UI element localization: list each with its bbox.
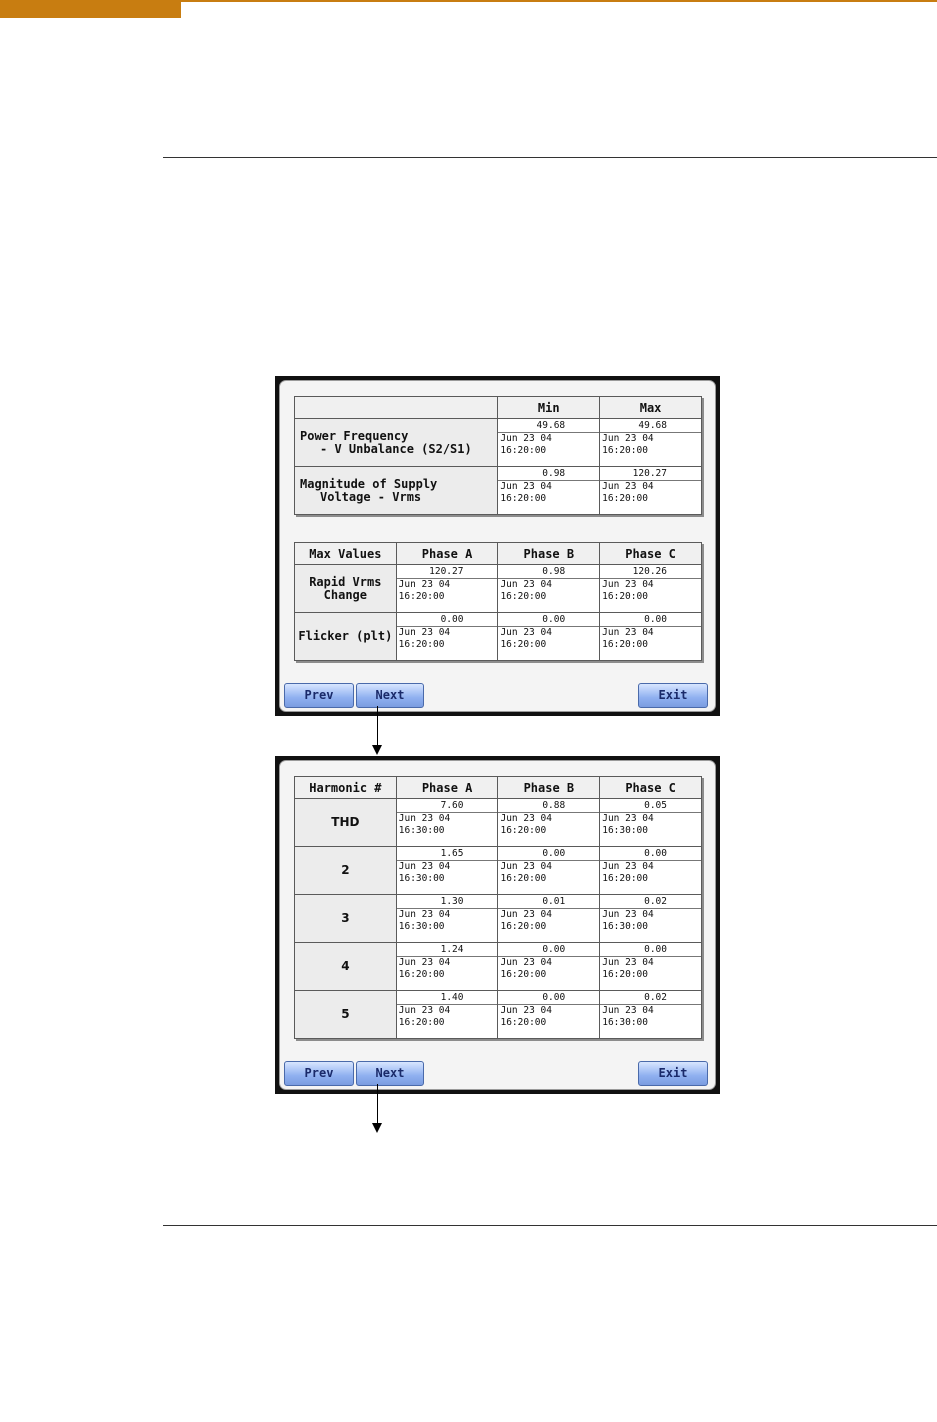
header-max-values: Max Values bbox=[295, 543, 397, 565]
max-values-table bbox=[294, 542, 702, 661]
cell-phase-b: 0.00 Jun 23 04 16:20:00 bbox=[498, 847, 600, 895]
row-label: Power Frequency - V Unbalance (S2/S1) bbox=[295, 419, 498, 467]
table-row bbox=[295, 467, 702, 515]
cell-phase-b: 0.00 Jun 23 04 16:20:00 bbox=[498, 991, 600, 1039]
table-row bbox=[295, 895, 702, 943]
cell-phase-a: 120.27 Jun 23 04 16:20:00 bbox=[396, 565, 498, 613]
prev-button[interactable]: Prev bbox=[284, 1061, 354, 1086]
top-divider bbox=[163, 157, 937, 158]
flow-arrow-line bbox=[377, 706, 378, 746]
harmonic-label: 4 bbox=[295, 943, 397, 991]
harmonic-label: 5 bbox=[295, 991, 397, 1039]
cell-phase-c: 0.02 Jun 23 04 16:30:00 bbox=[600, 991, 702, 1039]
table-row bbox=[295, 847, 702, 895]
cell-phase-b: 0.00 Jun 23 04 16:20:00 bbox=[498, 943, 600, 991]
cell-phase-c: 0.05 Jun 23 04 16:30:00 bbox=[600, 799, 702, 847]
table-row bbox=[295, 991, 702, 1039]
cell-phase-b: 0.98 Jun 23 04 16:20:00 bbox=[498, 565, 600, 613]
flow-arrow-line bbox=[377, 1084, 378, 1124]
next-button[interactable]: Next bbox=[356, 683, 424, 708]
cell-phase-a: 1.30 Jun 23 04 16:30:00 bbox=[396, 895, 498, 943]
section-tab bbox=[0, 0, 181, 18]
header-phase-a: Phase A bbox=[396, 543, 498, 565]
cell-phase-c: 0.02 Jun 23 04 16:30:00 bbox=[600, 895, 702, 943]
cell-phase-a: 1.40 Jun 23 04 16:20:00 bbox=[396, 991, 498, 1039]
header-phase-c: Phase C bbox=[600, 543, 702, 565]
header-max: Max bbox=[600, 397, 702, 419]
cell-phase-b: 0.88 Jun 23 04 16:20:00 bbox=[498, 799, 600, 847]
row-label: Magnitude of Supply Voltage - Vrms bbox=[295, 467, 498, 515]
cell-phase-a: 7.60 Jun 23 04 16:30:00 bbox=[396, 799, 498, 847]
cell-min: 0.98 Jun 23 04 16:20:00 bbox=[498, 467, 600, 515]
cell-phase-c: 0.00 Jun 23 04 16:20:00 bbox=[600, 943, 702, 991]
table-row bbox=[295, 565, 702, 613]
cell-phase-b: 0.01 Jun 23 04 16:20:00 bbox=[498, 895, 600, 943]
header-rule bbox=[181, 0, 937, 2]
header-phase-c: Phase C bbox=[600, 777, 702, 799]
screen-harmonics-max bbox=[275, 756, 720, 1094]
arrow-down-icon bbox=[372, 745, 382, 755]
min-max-table bbox=[294, 396, 702, 515]
exit-button[interactable]: Exit bbox=[638, 1061, 708, 1086]
harmonics-table bbox=[294, 776, 702, 1039]
row-label: Flicker (plt) bbox=[295, 613, 397, 661]
cell-min: 49.68 Jun 23 04 16:20:00 bbox=[498, 419, 600, 467]
harmonic-label: THD bbox=[295, 799, 397, 847]
harmonic-label: 2 bbox=[295, 847, 397, 895]
cell-max: 120.27 Jun 23 04 16:20:00 bbox=[600, 467, 702, 515]
next-button[interactable]: Next bbox=[356, 1061, 424, 1086]
bottom-divider bbox=[163, 1225, 937, 1226]
cell-phase-a: 0.00 Jun 23 04 16:20:00 bbox=[396, 613, 498, 661]
cell-phase-a: 1.24 Jun 23 04 16:20:00 bbox=[396, 943, 498, 991]
table-row bbox=[295, 799, 702, 847]
screen-panel bbox=[279, 380, 716, 712]
row-label: Rapid Vrms Change bbox=[295, 565, 397, 613]
harmonic-label: 3 bbox=[295, 895, 397, 943]
cell-max: 49.68 Jun 23 04 16:20:00 bbox=[600, 419, 702, 467]
cell-phase-c: 0.00 Jun 23 04 16:20:00 bbox=[600, 613, 702, 661]
prev-button[interactable]: Prev bbox=[284, 683, 354, 708]
cell-phase-c: 0.00 Jun 23 04 16:20:00 bbox=[600, 847, 702, 895]
header-harmonic: Harmonic # bbox=[295, 777, 397, 799]
table-row bbox=[295, 613, 702, 661]
header-phase-b: Phase B bbox=[498, 543, 600, 565]
screen-panel bbox=[279, 760, 716, 1090]
cell-phase-a: 1.65 Jun 23 04 16:30:00 bbox=[396, 847, 498, 895]
header-blank bbox=[295, 397, 498, 419]
table-row bbox=[295, 943, 702, 991]
header-min: Min bbox=[498, 397, 600, 419]
header-phase-a: Phase A bbox=[396, 777, 498, 799]
screen-flicker-min-max bbox=[275, 376, 720, 716]
cell-phase-b: 0.00 Jun 23 04 16:20:00 bbox=[498, 613, 600, 661]
header-phase-b: Phase B bbox=[498, 777, 600, 799]
exit-button[interactable]: Exit bbox=[638, 683, 708, 708]
arrow-down-icon bbox=[372, 1123, 382, 1133]
cell-phase-c: 120.26 Jun 23 04 16:20:00 bbox=[600, 565, 702, 613]
table-row bbox=[295, 419, 702, 467]
